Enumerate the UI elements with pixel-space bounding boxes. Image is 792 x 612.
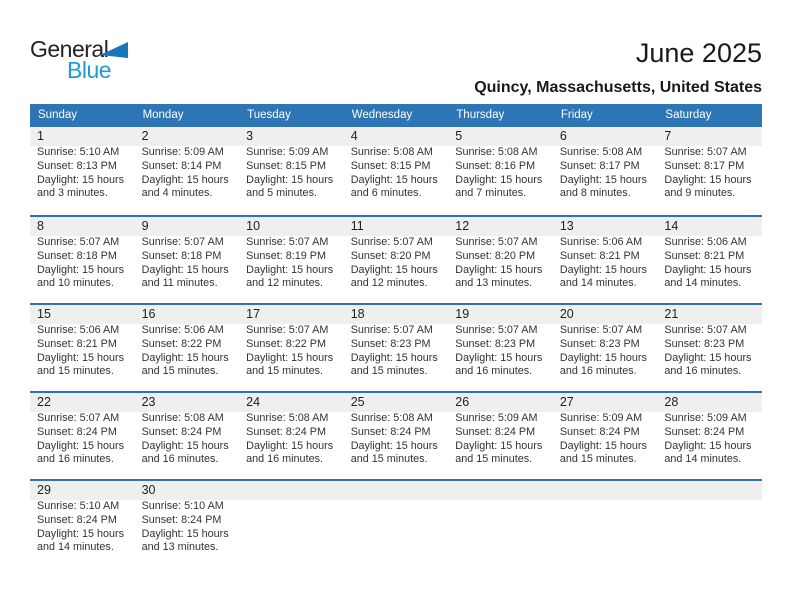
sunset-line: Sunset: 8:24 PM: [559, 425, 640, 438]
day-cell: [135, 127, 240, 215]
day-cell: [30, 393, 135, 479]
day-cell: [553, 393, 658, 479]
week-row: [30, 479, 762, 567]
sunrise-line: Sunrise: 5:06 AM: [141, 324, 224, 336]
sunset-line: Sunset: 8:23 PM: [350, 337, 431, 350]
daylight-line: Daylight: 15 hours: [350, 351, 438, 364]
day-number: 1: [30, 127, 135, 146]
daylight-line: Daylight: 15 hours: [246, 263, 334, 276]
sunset-line: Sunset: 8:24 PM: [141, 425, 222, 438]
sunrise-line: Sunrise: 5:08 AM: [141, 412, 224, 424]
daylight-line2: and 14 minutes.: [559, 277, 637, 290]
daylight-line: Daylight: 15 hours: [246, 351, 334, 364]
weekday-header: Friday: [560, 109, 593, 121]
sunrise-line: Sunrise: 5:09 AM: [246, 146, 329, 158]
daylight-line: Daylight: 15 hours: [559, 351, 647, 364]
sunrise-line: Sunrise: 5:08 AM: [246, 412, 329, 424]
daylight-line2: and 11 minutes.: [141, 277, 218, 290]
daylight-line2: and 15 minutes.: [246, 365, 323, 378]
sunrise-line: Sunrise: 5:07 AM: [37, 236, 120, 248]
daylight-line2: and 15 minutes.: [455, 453, 533, 466]
sunset-line: Sunset: 8:20 PM: [455, 249, 536, 262]
day-number: 9: [135, 217, 240, 236]
daylight-line: Daylight: 15 hours: [141, 173, 229, 186]
logo-text-blue: Blue: [67, 57, 112, 83]
day-number: 26: [448, 393, 553, 412]
sunset-line: Sunset: 8:22 PM: [246, 337, 326, 350]
sunrise-line: Sunrise: 5:06 AM: [664, 236, 747, 248]
day-cell: [135, 217, 240, 303]
day-cell: [657, 217, 762, 303]
daylight-line2: and 3 minutes.: [37, 187, 108, 200]
weekday-header: Thursday: [456, 109, 505, 121]
day-cell: [553, 217, 658, 303]
day-cell: [135, 393, 240, 479]
day-number: 29: [30, 481, 135, 500]
daylight-line: Daylight: 15 hours: [37, 351, 125, 364]
day-cell: [135, 305, 240, 391]
day-number: 15: [30, 305, 135, 324]
daylight-line: Daylight: 15 hours: [559, 173, 647, 186]
day-cell: [239, 127, 344, 215]
daylight-line2: and 14 minutes.: [664, 277, 742, 290]
day-cell: [30, 217, 135, 303]
daylight-line2: and 16 minutes.: [246, 453, 323, 466]
day-number: 2: [135, 127, 240, 146]
sunrise-line: Sunrise: 5:10 AM: [37, 146, 120, 158]
day-cell: [448, 127, 553, 215]
daylight-line2: and 6 minutes.: [350, 187, 422, 200]
day-cell: [239, 217, 344, 303]
sunrise-line: Sunrise: 5:10 AM: [141, 500, 224, 512]
day-number: 16: [135, 305, 240, 324]
day-number: [239, 481, 344, 500]
daylight-line: Daylight: 15 hours: [350, 263, 438, 276]
day-cell: [448, 305, 553, 391]
sunrise-line: Sunrise: 5:09 AM: [559, 412, 643, 424]
daylight-line2: and 15 minutes.: [350, 365, 428, 378]
day-number: 28: [657, 393, 762, 412]
sunrise-line: Sunrise: 5:07 AM: [246, 236, 329, 248]
sunset-line: Sunset: 8:23 PM: [455, 337, 536, 350]
sunset-line: Sunset: 8:24 PM: [455, 425, 536, 438]
sunrise-line: Sunrise: 5:08 AM: [455, 146, 538, 158]
day-number: 18: [344, 305, 449, 324]
sunrise-line: Sunrise: 5:07 AM: [37, 412, 120, 424]
daylight-line2: and 13 minutes.: [141, 541, 219, 554]
daylight-line2: and 12 minutes.: [246, 277, 323, 290]
daylight-line2: and 5 minutes.: [246, 187, 317, 200]
day-cell: [657, 127, 762, 215]
sunset-line: Sunset: 8:21 PM: [37, 337, 117, 350]
sunset-line: Sunset: 8:20 PM: [350, 249, 431, 262]
daylight-line: Daylight: 15 hours: [141, 527, 229, 540]
sunrise-line: Sunrise: 5:07 AM: [455, 236, 538, 248]
day-number: [657, 481, 762, 500]
daylight-line: Daylight: 15 hours: [350, 439, 438, 452]
sunset-line: Sunset: 8:24 PM: [37, 425, 117, 438]
daylight-line2: and 14 minutes.: [37, 541, 114, 554]
day-number: 17: [239, 305, 344, 324]
daylight-line: Daylight: 15 hours: [664, 263, 752, 276]
daylight-line2: and 14 minutes.: [664, 453, 742, 466]
sunset-line: Sunset: 8:16 PM: [455, 159, 536, 172]
day-number: 14: [657, 217, 762, 236]
sunset-line: Sunset: 8:24 PM: [350, 425, 431, 438]
sunrise-line: Sunrise: 5:07 AM: [246, 324, 329, 336]
daylight-line: Daylight: 15 hours: [37, 173, 125, 186]
sunrise-line: Sunrise: 5:07 AM: [141, 236, 224, 248]
empty-day-cell: [553, 481, 658, 567]
day-cell: [239, 305, 344, 391]
daylight-line: Daylight: 15 hours: [246, 173, 334, 186]
weekday-header: Monday: [142, 109, 184, 121]
sunset-line: Sunset: 8:23 PM: [664, 337, 745, 350]
page-title: June 2025: [635, 38, 762, 68]
day-cell: [135, 481, 240, 567]
sunset-line: Sunset: 8:17 PM: [559, 159, 640, 172]
calendar-body: [30, 127, 762, 567]
sunrise-line: Sunrise: 5:10 AM: [37, 500, 120, 512]
day-number: 7: [657, 127, 762, 146]
sunset-line: Sunset: 8:18 PM: [37, 249, 117, 262]
sunrise-line: Sunrise: 5:08 AM: [559, 146, 643, 158]
sunset-line: Sunset: 8:13 PM: [37, 159, 117, 172]
daylight-line: Daylight: 15 hours: [141, 439, 229, 452]
daylight-line: Daylight: 15 hours: [664, 439, 752, 452]
generalblue-logo: [30, 36, 140, 86]
day-number: 20: [553, 305, 658, 324]
sunrise-line: Sunrise: 5:07 AM: [559, 324, 643, 336]
daylight-line: Daylight: 15 hours: [559, 263, 647, 276]
calendar-table: [30, 104, 762, 567]
sunrise-line: Sunrise: 5:07 AM: [350, 324, 433, 336]
page-subtitle-location: Quincy, Massachusetts, United States: [474, 79, 762, 96]
daylight-line2: and 15 minutes.: [559, 453, 637, 466]
daylight-line: Daylight: 15 hours: [455, 439, 543, 452]
daylight-line2: and 15 minutes.: [141, 365, 219, 378]
empty-day-cell: [239, 481, 344, 567]
day-number: 5: [448, 127, 553, 146]
day-number: 27: [553, 393, 658, 412]
sunset-line: Sunset: 8:21 PM: [664, 249, 745, 262]
empty-day-cell: [657, 481, 762, 567]
daylight-line2: and 9 minutes.: [664, 187, 736, 200]
sunrise-line: Sunrise: 5:07 AM: [350, 236, 433, 248]
day-number: 22: [30, 393, 135, 412]
day-cell: [553, 127, 658, 215]
daylight-line2: and 13 minutes.: [455, 277, 533, 290]
day-number: 19: [448, 305, 553, 324]
sunrise-line: Sunrise: 5:06 AM: [559, 236, 643, 248]
sunrise-line: Sunrise: 5:08 AM: [350, 412, 433, 424]
sunrise-line: Sunrise: 5:09 AM: [455, 412, 538, 424]
sunset-line: Sunset: 8:23 PM: [559, 337, 640, 350]
sunset-line: Sunset: 8:22 PM: [141, 337, 222, 350]
daylight-line: Daylight: 15 hours: [664, 173, 752, 186]
weekday-header: Wednesday: [351, 109, 413, 121]
day-number: 10: [239, 217, 344, 236]
day-number: 24: [239, 393, 344, 412]
daylight-line: Daylight: 15 hours: [664, 351, 752, 364]
day-cell: [30, 481, 135, 567]
day-number: 11: [344, 217, 449, 236]
logo-text-general: General: [30, 36, 109, 62]
weekday-header: Saturday: [665, 109, 712, 121]
daylight-line2: and 16 minutes.: [141, 453, 219, 466]
week-row: [30, 303, 762, 391]
weekday-header: Tuesday: [247, 109, 291, 121]
day-number: 21: [657, 305, 762, 324]
sunset-line: Sunset: 8:15 PM: [246, 159, 326, 172]
daylight-line2: and 15 minutes.: [350, 453, 428, 466]
daylight-line: Daylight: 15 hours: [37, 439, 125, 452]
day-cell: [344, 393, 449, 479]
day-cell: [553, 305, 658, 391]
daylight-line2: and 4 minutes.: [141, 187, 213, 200]
day-cell: [344, 305, 449, 391]
day-number: 23: [135, 393, 240, 412]
week-row: [30, 215, 762, 303]
day-number: 8: [30, 217, 135, 236]
sunset-line: Sunset: 8:19 PM: [246, 249, 326, 262]
week-row: [30, 391, 762, 479]
sunset-line: Sunset: 8:15 PM: [350, 159, 431, 172]
day-number: 30: [135, 481, 240, 500]
daylight-line: Daylight: 15 hours: [350, 173, 438, 186]
daylight-line: Daylight: 15 hours: [141, 263, 229, 276]
daylight-line: Daylight: 15 hours: [37, 263, 125, 276]
sunset-line: Sunset: 8:24 PM: [141, 513, 222, 526]
daylight-line: Daylight: 15 hours: [37, 527, 125, 540]
daylight-line: Daylight: 15 hours: [559, 439, 647, 452]
week-row: [30, 127, 762, 215]
sunrise-line: Sunrise: 5:09 AM: [664, 412, 747, 424]
sunset-line: Sunset: 8:24 PM: [246, 425, 326, 438]
daylight-line: Daylight: 15 hours: [246, 439, 334, 452]
sunset-line: Sunset: 8:14 PM: [141, 159, 222, 172]
day-cell: [344, 127, 449, 215]
day-number: [448, 481, 553, 500]
daylight-line2: and 12 minutes.: [350, 277, 428, 290]
sunrise-line: Sunrise: 5:07 AM: [664, 146, 747, 158]
sunset-line: Sunset: 8:17 PM: [664, 159, 745, 172]
daylight-line2: and 16 minutes.: [664, 365, 742, 378]
sunrise-line: Sunrise: 5:08 AM: [350, 146, 433, 158]
day-cell: [448, 393, 553, 479]
day-number: 12: [448, 217, 553, 236]
day-cell: [30, 305, 135, 391]
daylight-line: Daylight: 15 hours: [141, 351, 229, 364]
daylight-line2: and 16 minutes.: [455, 365, 533, 378]
empty-day-cell: [344, 481, 449, 567]
daylight-line2: and 15 minutes.: [37, 365, 114, 378]
sunset-line: Sunset: 8:24 PM: [37, 513, 117, 526]
daylight-line2: and 16 minutes.: [559, 365, 637, 378]
day-number: 25: [344, 393, 449, 412]
day-number: 6: [553, 127, 658, 146]
day-cell: [657, 393, 762, 479]
daylight-line2: and 8 minutes.: [559, 187, 631, 200]
empty-day-cell: [448, 481, 553, 567]
day-number: [553, 481, 658, 500]
daylight-line: Daylight: 15 hours: [455, 351, 543, 364]
day-number: 3: [239, 127, 344, 146]
daylight-line2: and 16 minutes.: [37, 453, 114, 466]
sunset-line: Sunset: 8:24 PM: [664, 425, 745, 438]
sunrise-line: Sunrise: 5:09 AM: [141, 146, 224, 158]
daylight-line: Daylight: 15 hours: [455, 173, 543, 186]
sunrise-line: Sunrise: 5:07 AM: [455, 324, 538, 336]
daylight-line: Daylight: 15 hours: [455, 263, 543, 276]
weekday-header: Sunday: [38, 109, 78, 121]
day-number: 4: [344, 127, 449, 146]
sunset-line: Sunset: 8:18 PM: [141, 249, 222, 262]
day-cell: [344, 217, 449, 303]
weekday-header-row: [30, 104, 762, 127]
sunrise-line: Sunrise: 5:06 AM: [37, 324, 120, 336]
day-cell: [657, 305, 762, 391]
daylight-line2: and 7 minutes.: [455, 187, 527, 200]
day-cell: [239, 393, 344, 479]
day-number: [344, 481, 449, 500]
day-cell: [448, 217, 553, 303]
sunset-line: Sunset: 8:21 PM: [559, 249, 640, 262]
sunrise-line: Sunrise: 5:07 AM: [664, 324, 747, 336]
day-cell: [30, 127, 135, 215]
daylight-line2: and 10 minutes.: [37, 277, 114, 290]
day-number: 13: [553, 217, 658, 236]
